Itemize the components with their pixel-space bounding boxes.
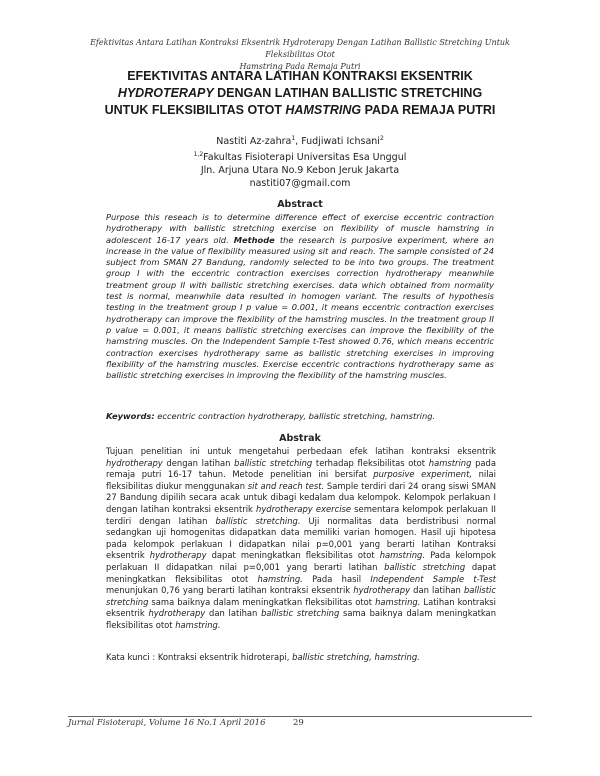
author-2: , Fudjiwati Ichsani <box>295 136 380 148</box>
abstrak-text: Tujuan penelitian ini untuk mengetahui perbedaan efek latihan kontraksi eksentrik <box>106 446 496 456</box>
abstrak-text: terhadap fleksibilitas otot <box>312 457 429 468</box>
abstrak-italic: hydrotherapy exercise <box>256 503 352 514</box>
title-line3-a: UNTUK FLEKSIBILITAS OTOT <box>104 103 286 117</box>
abstrak-italic: ballistic stretching <box>106 585 496 607</box>
abstrak-text: dapat meningkatkan fleksibilitas otot <box>106 561 496 584</box>
abstrak-italic: hamstring <box>428 457 472 468</box>
title-line3-b: PADA REMAJA PUTRI <box>361 103 496 117</box>
title-hydroterapy: HYDROTERAPY <box>117 86 214 100</box>
keywords-label: Keywords: <box>106 411 155 421</box>
abstract-english <box>106 212 494 381</box>
affiliation-text: Fakultas Fisioterapi Universitas Esa Unggul <box>203 152 407 164</box>
footer-divider <box>68 716 532 717</box>
kata-kunci-label: Kata kunci : Kontraksi eksentrik hidroterapi, <box>106 652 293 662</box>
author-1: Nastiti Az-zahra <box>216 136 292 148</box>
abstrak-text: Sample terdiri dari 24 orang siswi SMAN 27 Bandung dipilih secara acak untuk dibagi kedalam dua kelompok. Kelompok perlakuan I dengan latihan kontraksi eksentrik <box>106 480 497 514</box>
abstrak-italic: hamstring. <box>257 573 303 584</box>
abstrak-text: sama baiknya dalam meningkatkan fleksibilitas otot <box>148 596 376 607</box>
abstrak-text: dan latihan <box>410 585 464 596</box>
page-number: 29 <box>293 718 304 728</box>
affiliation <box>100 148 500 164</box>
running-head-line2: Hamstring Pada Remaja Putri <box>239 62 361 71</box>
author-2-sup: 2 <box>379 135 384 142</box>
abstrak-italic: hydrotherapy <box>148 608 206 619</box>
abstrak-italic: ballistic stretching <box>261 608 340 619</box>
keywords-text: eccentric contraction hydrotherapy, ballistic stretching, hamstring. <box>154 411 436 421</box>
abstrak-heading: Abstrak <box>279 433 321 444</box>
abstrak-text: pada remaja putri 16-17 tahun. Metode penelitian ini bersifat <box>106 457 497 480</box>
abstrak-text: Latihan kontraksi eksentrik <box>106 596 496 619</box>
abstrak-italic: hamstring. <box>175 619 221 630</box>
abstrak-italic: ballistic stretching. <box>215 515 301 526</box>
kata-kunci <box>106 652 506 663</box>
email: nastiti07@gmail.com <box>249 178 351 190</box>
affiliation-sup: 1,2 <box>193 151 204 159</box>
abstrak-text: sementara kelompok perlakuan II terdiri dengan latihan <box>106 503 496 526</box>
kata-kunci-italic: ballistic stretching, hamstring. <box>292 652 420 662</box>
abstrak-text: dengan latihan <box>162 457 235 468</box>
abstrak-italic: hamstring. <box>375 596 421 607</box>
author-names <box>100 132 500 148</box>
abstrak-italic: ballistic stretching <box>234 457 313 468</box>
paper-title <box>70 68 530 119</box>
abstrak-text: Pada hasil <box>302 573 371 584</box>
title-line1: EFEKTIVITAS ANTARA LATIHAN KONTRAKSI EKSENTRIK <box>127 69 473 83</box>
abstrak-text: menunjukan 0,76 yang berarti latihan kontraksi eksentrik <box>106 585 354 596</box>
abstract-text-a: Purpose this reseach is to determine difference effect of exercise eccentric contraction hydrotherapy with ballistic stretching exercise on flexibility of muscle hamstring in adolescent 16-17 years old. <box>106 212 494 245</box>
abstrak-italic: ballistic stretching <box>384 561 466 572</box>
address: Jln. Arjuna Utara No.9 Kebon Jeruk Jakarta <box>200 165 400 177</box>
abstrak-text: dapat meningkatkan fleksibilitas otot <box>206 550 380 561</box>
title-hamstring: HAMSTRING <box>285 103 362 117</box>
abstrak-italic: hydrotherapy <box>353 585 411 596</box>
abstrak-text: sama baiknya dalam meningkatkan fleksibilitas otot <box>106 608 497 630</box>
abstrak-text: nilai fleksibilitas diukur menggunakan <box>106 469 497 491</box>
title-line2 <box>70 85 530 102</box>
abstract-heading: Abstract <box>277 199 323 210</box>
keywords <box>106 411 506 422</box>
running-head-line1: Efektivitas Antara Latihan Kontraksi Eksentrik Hydroterapy Dengan Latihan Ballistic Stretching Untuk Fleksibilitas Otot <box>90 38 510 59</box>
abstrak-italic: Independent Sample t-Test <box>370 573 497 584</box>
author-1-sup: 1 <box>291 135 296 142</box>
abstrak-text: Uji normalitas data berdistribusi normal sedangkan uji homogenitas didapatkan data memiliki varian homogen. Hasil uji hipotesa pada kelompok perlakuan I didapatkan nilai p=0,001 yang berarti latihan Kontraksi eksentrik <box>106 515 496 561</box>
abstract-text-b: the research is purposive experiment, where an increase in the value of flexibility measured using sit and reach. The sample consisted of 24 subject from SMAN 27 Bandung, randomly selected to be into two groups. The treatment group I with the eccentric contraction exercises correction hydrotherapy meanwhile treatment group II with ballistic stretching exercises. data which obtained from normality test is normal, meanwhile data resulted in homogen variant. The results of hypothesis testing in the treatment group I p value = 0.001, it means eccentric contraction exercises hydrotherapy can improve the flexibility of the hamstring muscles. In the treatment group II p value = 0.001, it means ballistic stretching exercises can improve the flexibility of the hamstring muscles. On the Independent Sample t-Test showed 0.76, which means eccentric contraction exercises hydrotherapy same as ballistic stretching exercises in improving flexibility of the hamstring muscles. Exercise eccentric contractions hydrotherapy same as ballistic stretching exercises in improving the flexibility of the hamstring muscles. <box>106 234 494 381</box>
abstrak-indonesian <box>106 446 496 632</box>
abstrak-italic: sit and reach test. <box>247 480 325 491</box>
author-block <box>100 132 500 190</box>
abstrak-italic: hydrotherapy <box>106 457 163 468</box>
abstract-method-label: Methode <box>233 234 275 245</box>
abstrak-text: Pada kelompok perlakuan II didapatkan nilai p=0,001 yang berarti latihan <box>106 550 496 572</box>
title-line2-rest: DENGAN LATIHAN BALLISTIC STRETCHING <box>213 86 483 100</box>
abstrak-italic: hydrotherapy <box>149 550 207 561</box>
footer-journal: Jurnal Fisioterapi, Volume 16 No.1 April 2016 <box>68 718 266 728</box>
footer <box>68 718 368 729</box>
title-line3 <box>70 102 530 119</box>
abstrak-italic: hamstring. <box>379 550 426 561</box>
abstrak-text: dan latihan <box>205 608 262 619</box>
abstrak-italic: purposive experiment, <box>373 469 473 480</box>
